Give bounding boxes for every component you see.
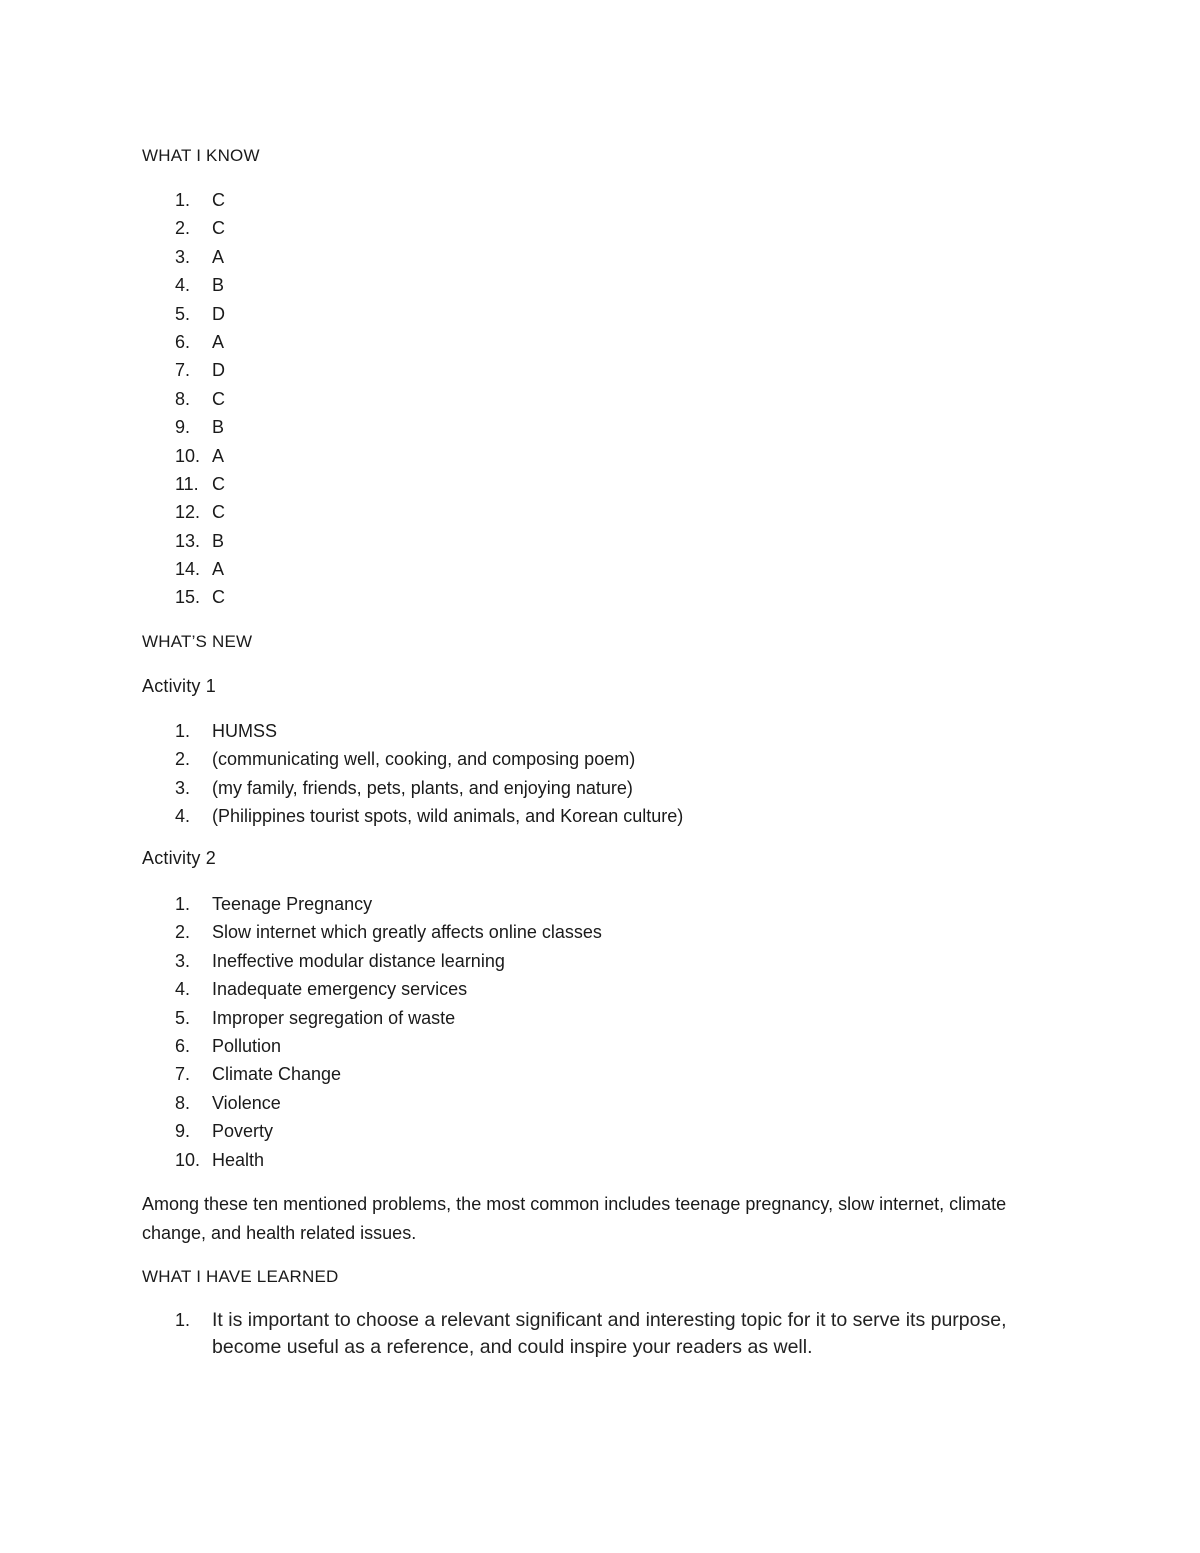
item-number: 3.: [175, 777, 191, 798]
item-answer: D: [212, 303, 225, 324]
item-text: Inadequate emergency services: [212, 979, 468, 1000]
item-number: 7.: [175, 1064, 191, 1085]
activity-2-heading: Activity 2: [142, 848, 217, 868]
item-number: 5.: [175, 303, 191, 324]
list-item: [0, 583, 1200, 611]
list-item: [0, 300, 1200, 328]
section-heading-what-i-know: WHAT I KNOW: [142, 146, 260, 165]
item-number: 10.: [175, 1149, 201, 1170]
list-item: [0, 442, 1200, 470]
item-answer: A: [212, 331, 225, 352]
list-item: [0, 527, 1200, 555]
item-text: It is important to choose a relevant significant and interesting topic for it to serve its purpose, become useful as a reference, and could inspire your readers as well.: [212, 1309, 1007, 1358]
list-item: [0, 1032, 1200, 1060]
activity-2-list: [0, 890, 1200, 1174]
item-number: 5.: [175, 1007, 191, 1028]
item-text: Pollution: [212, 1035, 282, 1056]
item-text: (Philippines tourist spots, wild animals, and Korean culture): [212, 806, 684, 827]
list-item: [0, 1117, 1200, 1145]
item-text: Slow internet which greatly affects online classes: [212, 922, 602, 943]
item-text: Ineffective modular distance learning: [212, 950, 505, 971]
list-item: [0, 890, 1200, 918]
item-number: 8.: [175, 1092, 191, 1113]
item-answer: A: [212, 246, 225, 267]
list-item: [0, 413, 1200, 441]
item-answer: C: [212, 587, 225, 608]
list-item: [0, 918, 1200, 946]
list-item: [0, 1089, 1200, 1117]
item-text: (communicating well, cooking, and composing poem): [212, 749, 636, 770]
item-answer: B: [212, 275, 225, 296]
list-item: [0, 271, 1200, 299]
item-number: 3.: [175, 950, 191, 971]
item-answer: B: [212, 417, 225, 438]
item-number: 1.: [175, 894, 191, 914]
item-answer: C: [212, 502, 225, 523]
list-item: [0, 802, 1200, 830]
list-item: [0, 745, 1200, 773]
item-answer: A: [212, 445, 225, 466]
item-number: 11.: [175, 473, 199, 494]
list-item: [0, 470, 1200, 498]
item-number: 1.: [175, 721, 191, 741]
list-item: [0, 385, 1200, 413]
item-number: 2.: [175, 922, 191, 943]
list-item: [0, 498, 1200, 526]
list-item: [0, 356, 1200, 384]
item-answer: A: [212, 559, 225, 580]
item-number: 1.: [175, 190, 191, 210]
list-item: [0, 947, 1200, 975]
section-heading-whats-new: WHAT’S NEW: [142, 632, 253, 651]
item-text: Poverty: [212, 1121, 274, 1142]
item-answer: C: [212, 473, 225, 494]
answer-list: [0, 186, 1200, 612]
activity-1-heading: Activity 1: [142, 676, 217, 696]
item-number: 1.: [175, 1310, 191, 1330]
summary-paragraph: Among these ten mentioned problems, the most common includes teenage pregnancy, slow internet, climate change, and health related issues.: [142, 1194, 1007, 1243]
item-text: Health: [212, 1149, 265, 1170]
list-item: [0, 774, 1200, 802]
item-number: 4.: [175, 806, 191, 827]
item-answer: C: [212, 218, 225, 239]
item-number: 2.: [175, 218, 191, 239]
item-number: 15.: [175, 587, 201, 608]
item-text: Teenage Pregnancy: [212, 894, 373, 914]
item-text: Climate Change: [212, 1064, 342, 1085]
list-item: [0, 214, 1200, 242]
list-item: [0, 975, 1200, 1003]
item-number: 6.: [175, 1035, 191, 1056]
list-item: [0, 1060, 1200, 1088]
list-item: [0, 243, 1200, 271]
item-number: 4.: [175, 275, 191, 296]
item-text: Violence: [212, 1092, 281, 1113]
list-item: [0, 1146, 1200, 1174]
item-text: HUMSS: [212, 721, 278, 741]
item-number: 9.: [175, 417, 191, 438]
item-number: 12.: [175, 502, 201, 523]
item-number: 4.: [175, 979, 191, 1000]
item-number: 9.: [175, 1121, 191, 1142]
activity-1-list: [0, 717, 1200, 831]
item-number: 14.: [175, 559, 201, 580]
item-number: 2.: [175, 749, 191, 770]
list-item: [0, 186, 1200, 214]
item-answer: B: [212, 530, 225, 551]
item-number: 10.: [175, 445, 201, 466]
item-text: Improper segregation of waste: [212, 1007, 456, 1028]
item-text: (my family, friends, pets, plants, and enjoying nature): [212, 777, 633, 798]
list-item: [0, 1004, 1200, 1032]
section-heading-what-i-have-learned: WHAT I HAVE LEARNED: [142, 1267, 339, 1286]
list-item: [0, 717, 1200, 745]
item-answer: C: [212, 190, 225, 210]
item-number: 13.: [175, 530, 201, 551]
item-number: 8.: [175, 388, 191, 409]
item-number: 3.: [175, 246, 191, 267]
list-item: [0, 328, 1200, 356]
item-answer: D: [212, 360, 225, 381]
item-number: 7.: [175, 360, 191, 381]
list-item: [0, 555, 1200, 583]
item-number: 6.: [175, 331, 191, 352]
item-answer: C: [212, 388, 225, 409]
